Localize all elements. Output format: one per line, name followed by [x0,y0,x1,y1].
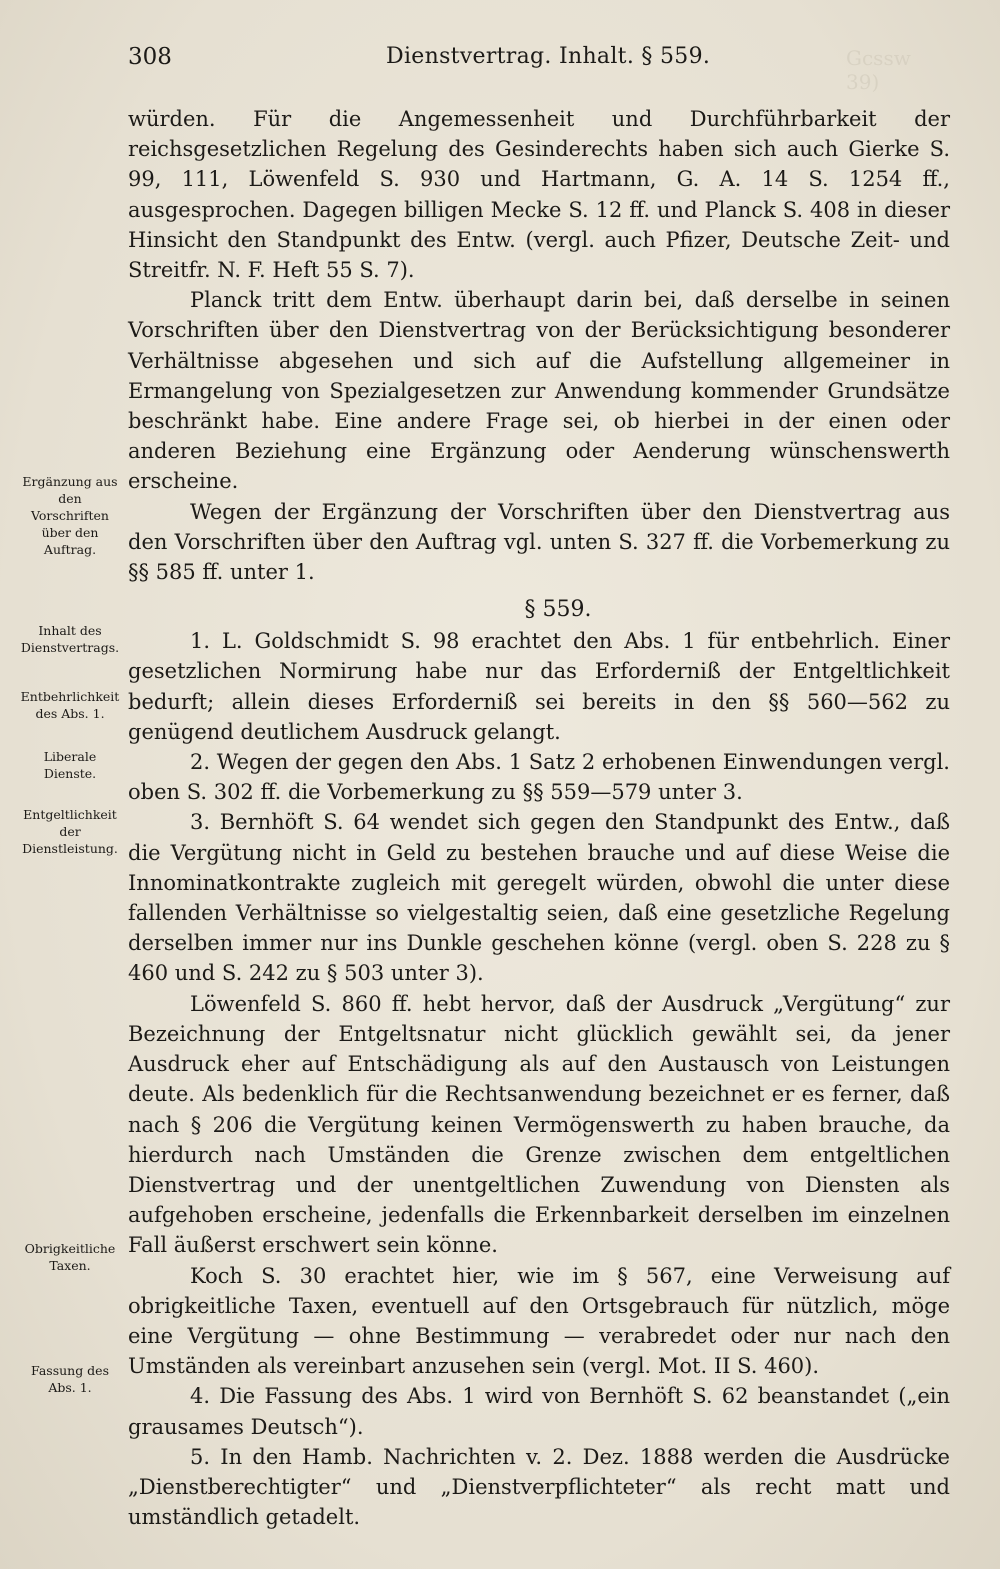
bleed-through-text: Gcssw 39) [846,46,911,94]
paragraph: Löwenfeld S. 860 ff. hebt hervor, daß der Ausdruck „Vergütung“ zur Bezeichnung der Entgeltsnatur nicht glücklich gewählt sei, da jener Ausdruck eher auf Entschädigung als auf den Austausch von Leistungen deute. Als bedenklich für die Rechtsanwendung bezeichnet er es ferner, daß nach § 206 die Vergütung keinen Vermögenswerth zu haben brauche, da hierdurch nach Umständen die Grenze zwischen dem entgeltlichen Dienstvertrag und der unentgeltlichen Zuwendung von Diensten als aufgehoben erscheine, jedenfalls die Erkennbarkeit derselben im einzelnen Fall äußerst erschwert sein könne. [128,991,950,1258]
section-heading: § 559. [524,597,592,623]
margin-note-inhalt: Inhalt des Dienstvertrags. [20,623,120,655]
margin-note-liberale: Liberale Dienste. [43,749,97,781]
paragraph: 1. L. Goldschmidt S. 98 erachtet den Abs. 1 für entbehrlich. Einer gesetzlichen Normirung habe nur das Erforderniß der Entgeltlichkeit bedurft; allein dieses Erforderniß sei bereits in den §§ 560—562 zu genügend deutlichem Ausdruck gelangt. [128,629,950,744]
paragraph: 3. Bernhöft S. 64 wendet sich gegen den Standpunkt des Entw., daß die Vergütung nicht in Geld zu bestehen brauche und auf diese Weise die Innominatkontrakte zugleich mit geregelt würden, obwohl die unter diese fallenden Verhältnisse so vielgestaltig seien, daß eine gesetzliche Regelung derselben immer nur ins Dunkle geschehen könne (vergl. oben S. 228 zu § 460 und S. 242 zu § 503 unter 3). [128,810,950,986]
running-title: Dienstvertrag. Inhalt. § 559. [386,44,711,69]
paragraph: würden. Für die Angemessenheit und Durchführbarkeit der reichsgesetzlichen Regelung des Gesinderechts haben sich auch Gierke S. 99, 111, Löwenfeld S. 930 und Hartmann, G. A. 14 S. 1254 ff., ausgesprochen. Dagegen billigen Mecke S. 12 ff. und Planck S. 408 in dieser Hinsicht den Standpunkt des Entw. (vergl. auch Pfizer, Deutsche Zeit- und Streitfr. N. F. Heft 55 S. 7). [128,107,950,283]
margin-note-entgeltlichkeit: Entgeltlichkeit der Dienstleistung. [22,807,118,856]
margin-note-entbehrlich: Entbehrlichkeit des Abs. 1. [20,689,120,721]
paragraph: 5. In den Hamb. Nachrichten v. 2. Dez. 1888 werden die Ausdrücke „Dienstberechtigter“ und „Dienstverpflichteter“ als recht matt und umständlich getadelt. [128,1444,950,1530]
paragraph: Planck tritt dem Entw. überhaupt darin bei, daß derselbe in seinen Vorschriften über den Dienstvertrag von der Berücksichtigung besonderer Verhältnisse abgesehen und sich auf die Aufstellung allgemeiner in Ermangelung von Spezialgesetzen zur Anwendung kommender Grundsätze beschränkt habe. Eine andere Frage sei, ob hierbei in der einen oder anderen Beziehung eine Ergänzung oder Aenderung wünschenswerth erscheine. [128,288,950,494]
margin-note-obrigkeitliche: Obrigkeitliche Taxen. [24,1241,116,1273]
page-header [128,40,948,94]
paragraph: 2. Wegen der gegen den Abs. 1 Satz 2 erhobenen Einwendungen vergl. oben S. 302 ff. die Vorbemerkung zu §§ 559—579 unter 3. [128,750,950,805]
paragraph: Koch S. 30 erachtet hier, wie im § 567, eine Verweisung auf obrigkeitliche Taxen, eventuell auf den Ortsgebrauch für nützlich, möge eine Vergütung — ohne Bestimmung — verabredet oder nur nach den Umständen als vereinbart anzusehen sein (vergl. Mot. II S. 460). [128,1263,950,1379]
main-text [128,104,950,1532]
margin-note-fassung: Fassung des Abs. 1. [31,1363,109,1395]
paragraph: Wegen der Ergänzung der Vorschriften über den Dienstvertrag aus den Vorschriften über den Auftrag vgl. unten S. 327 ff. die Vorbemerkung zu §§ 585 ff. unter 1. [128,499,950,585]
paragraph: 4. Die Fassung des Abs. 1 wird von Bernhöft S. 62 beanstandet („ein grausames Deutsch“). [128,1384,950,1439]
margin-note-erganzung: Ergänzung aus den Vorschriften über den Auftrag. [22,474,118,557]
page-number: 308 [128,44,172,70]
